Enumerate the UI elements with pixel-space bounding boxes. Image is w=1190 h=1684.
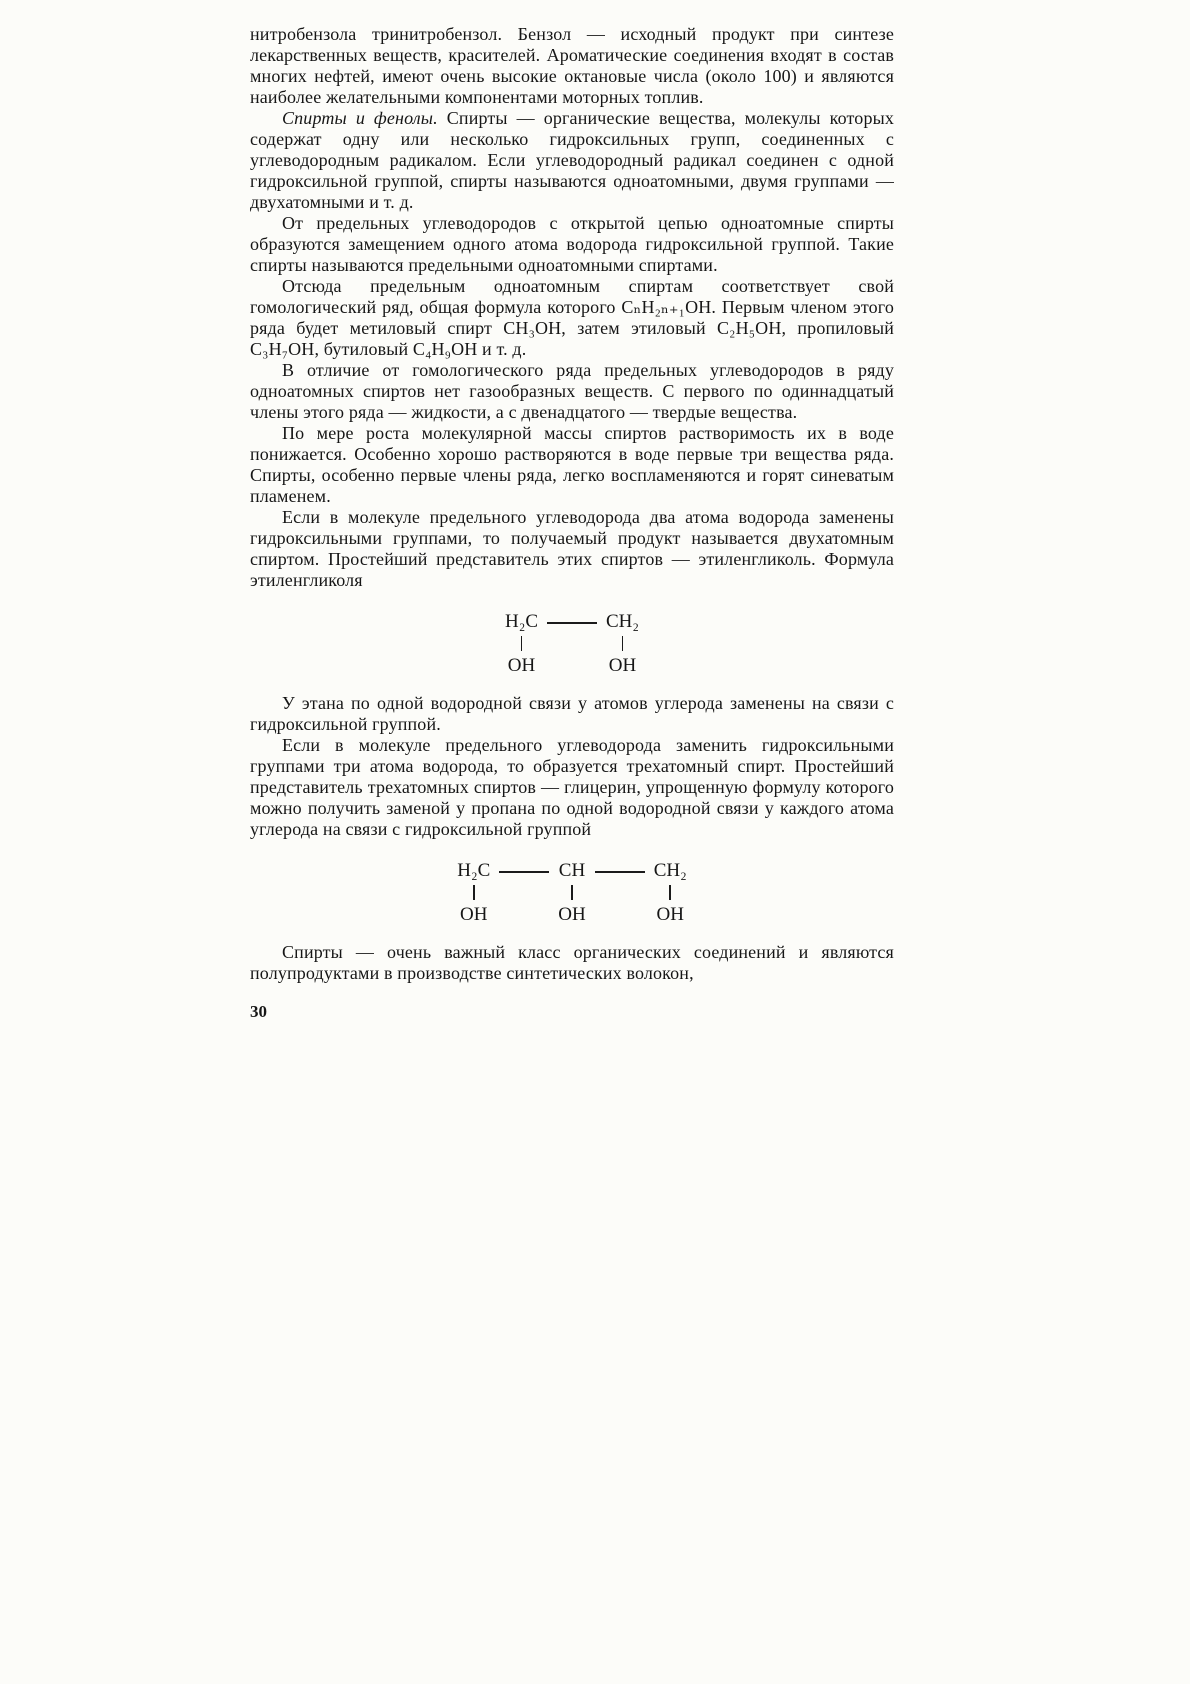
vertical-bond: [571, 885, 573, 900]
formula-atom: CH: [558, 860, 586, 881]
page-number: 30: [250, 1002, 267, 1021]
paragraph-trihydric-alcohols: Если в молекуле предельного углеводорода заменить гидроксильными группами три атома водорода, то образуется трехатомный спирт. Простейший представитель трехатомных спиртов — глицерин, упрощенную формулу которого можно получить заменой у пропана по одной водородной связи у каждого атома углерода на связи с гидроксильной группой: [250, 735, 894, 839]
paragraph-monohydric-alcohols: От предельных углеводородов с открытой цепью одноатомные спирты образуются замещением одного атома водорода гидроксильной группой. Такие спирты называются предельными одноатомными спиртами.: [250, 213, 894, 275]
vertical-bond: [622, 636, 624, 651]
paragraph-dihydric-alcohols: Если в молекуле предельного углеводорода два атома водорода заменены гидроксильными группами, то получаемый продукт называется двухатомным спиртом. Простейший представитель этих спиртов — этиленгликоль. Формула этиленгликоля: [250, 507, 894, 590]
formula-group: OH: [608, 655, 637, 676]
formula-group: OH: [460, 904, 488, 925]
formula-atom: H₂C: [504, 611, 538, 632]
formula-atom: CH₂: [606, 611, 640, 632]
formula-column: [558, 860, 585, 926]
paragraph-alcohols-phenols: [250, 108, 894, 213]
section-lead-italic: Спирты и фенолы.: [282, 108, 438, 128]
formula-column: [606, 611, 639, 677]
horizontal-bond: [595, 871, 645, 873]
formula-column: [457, 860, 490, 926]
horizontal-bond: [547, 622, 597, 624]
paragraph-aromatics-continued: нитробензола тринитробензол. Бензол — исходный продукт при синтезе лекарственных веществ, красителей. Ароматические соединения входят в состав многих нефтей, имеют очень высокие октановые числа (около 100) и являются наиболее желательными компонентами моторных топлив.: [250, 24, 894, 107]
formula-group: OH: [656, 904, 684, 925]
paragraph-solubility: По мере роста молекулярной массы спиртов растворимость их в воде понижается. Особенно хорошо растворяются в воде первые три вещества ряда. Спирты, особенно первые члены ряда, легко воспламеняются и горят синеватым пламенем.: [250, 423, 894, 506]
formula-group: OH: [507, 655, 536, 676]
formula-atom: CH₂: [653, 860, 687, 881]
paragraph-text: Спирты — органические вещества, молекулы которых содержат одну или несколько гидроксильных групп, соединенных с углеводородным радикалом. Если углеводородный радикал соединен с одной гидроксильной группой, спирты называются одноатомными, двумя группами — двухатомными и т. д.: [250, 108, 894, 212]
page-content: [250, 24, 894, 984]
vertical-bond: [669, 885, 671, 900]
formula-group: OH: [558, 904, 586, 925]
formula-ethylene-glycol: [250, 611, 894, 677]
formula-glycerin: [250, 860, 894, 926]
paragraph-homologous-series: Отсюда предельным одноатомным спиртам соответствует свой гомологический ряд, общая формула которого CₙH₂ₙ₊₁OH. Первым членом этого ряда будет метиловый спирт CH₃OH, затем этиловый C₂H₅OH, пропиловый C₃H₇OH, бутиловый C₄H₉OH и т. д.: [250, 276, 894, 359]
formula-atom: H₂C: [457, 860, 491, 881]
vertical-bond: [473, 885, 475, 900]
vertical-bond: [521, 636, 523, 651]
paragraph-ethane-substitution: У этана по одной водородной связи у атомов углерода заменены на связи с гидроксильной группой.: [250, 693, 894, 734]
paragraph-physical-states: В отличие от гомологического ряда предельных углеводородов в ряду одноатомных спиртов нет газообразных веществ. С первого по одиннадцатый члены этого ряда — жидкости, а с двенадцатого — твердые вещества.: [250, 360, 894, 422]
paragraph-alcohols-importance: Спирты — очень важный класс органических соединений и являются полупродуктами в производстве синтетических волокон,: [250, 942, 894, 983]
formula-column: [505, 611, 538, 677]
formula-column: [654, 860, 687, 926]
horizontal-bond: [499, 871, 549, 873]
